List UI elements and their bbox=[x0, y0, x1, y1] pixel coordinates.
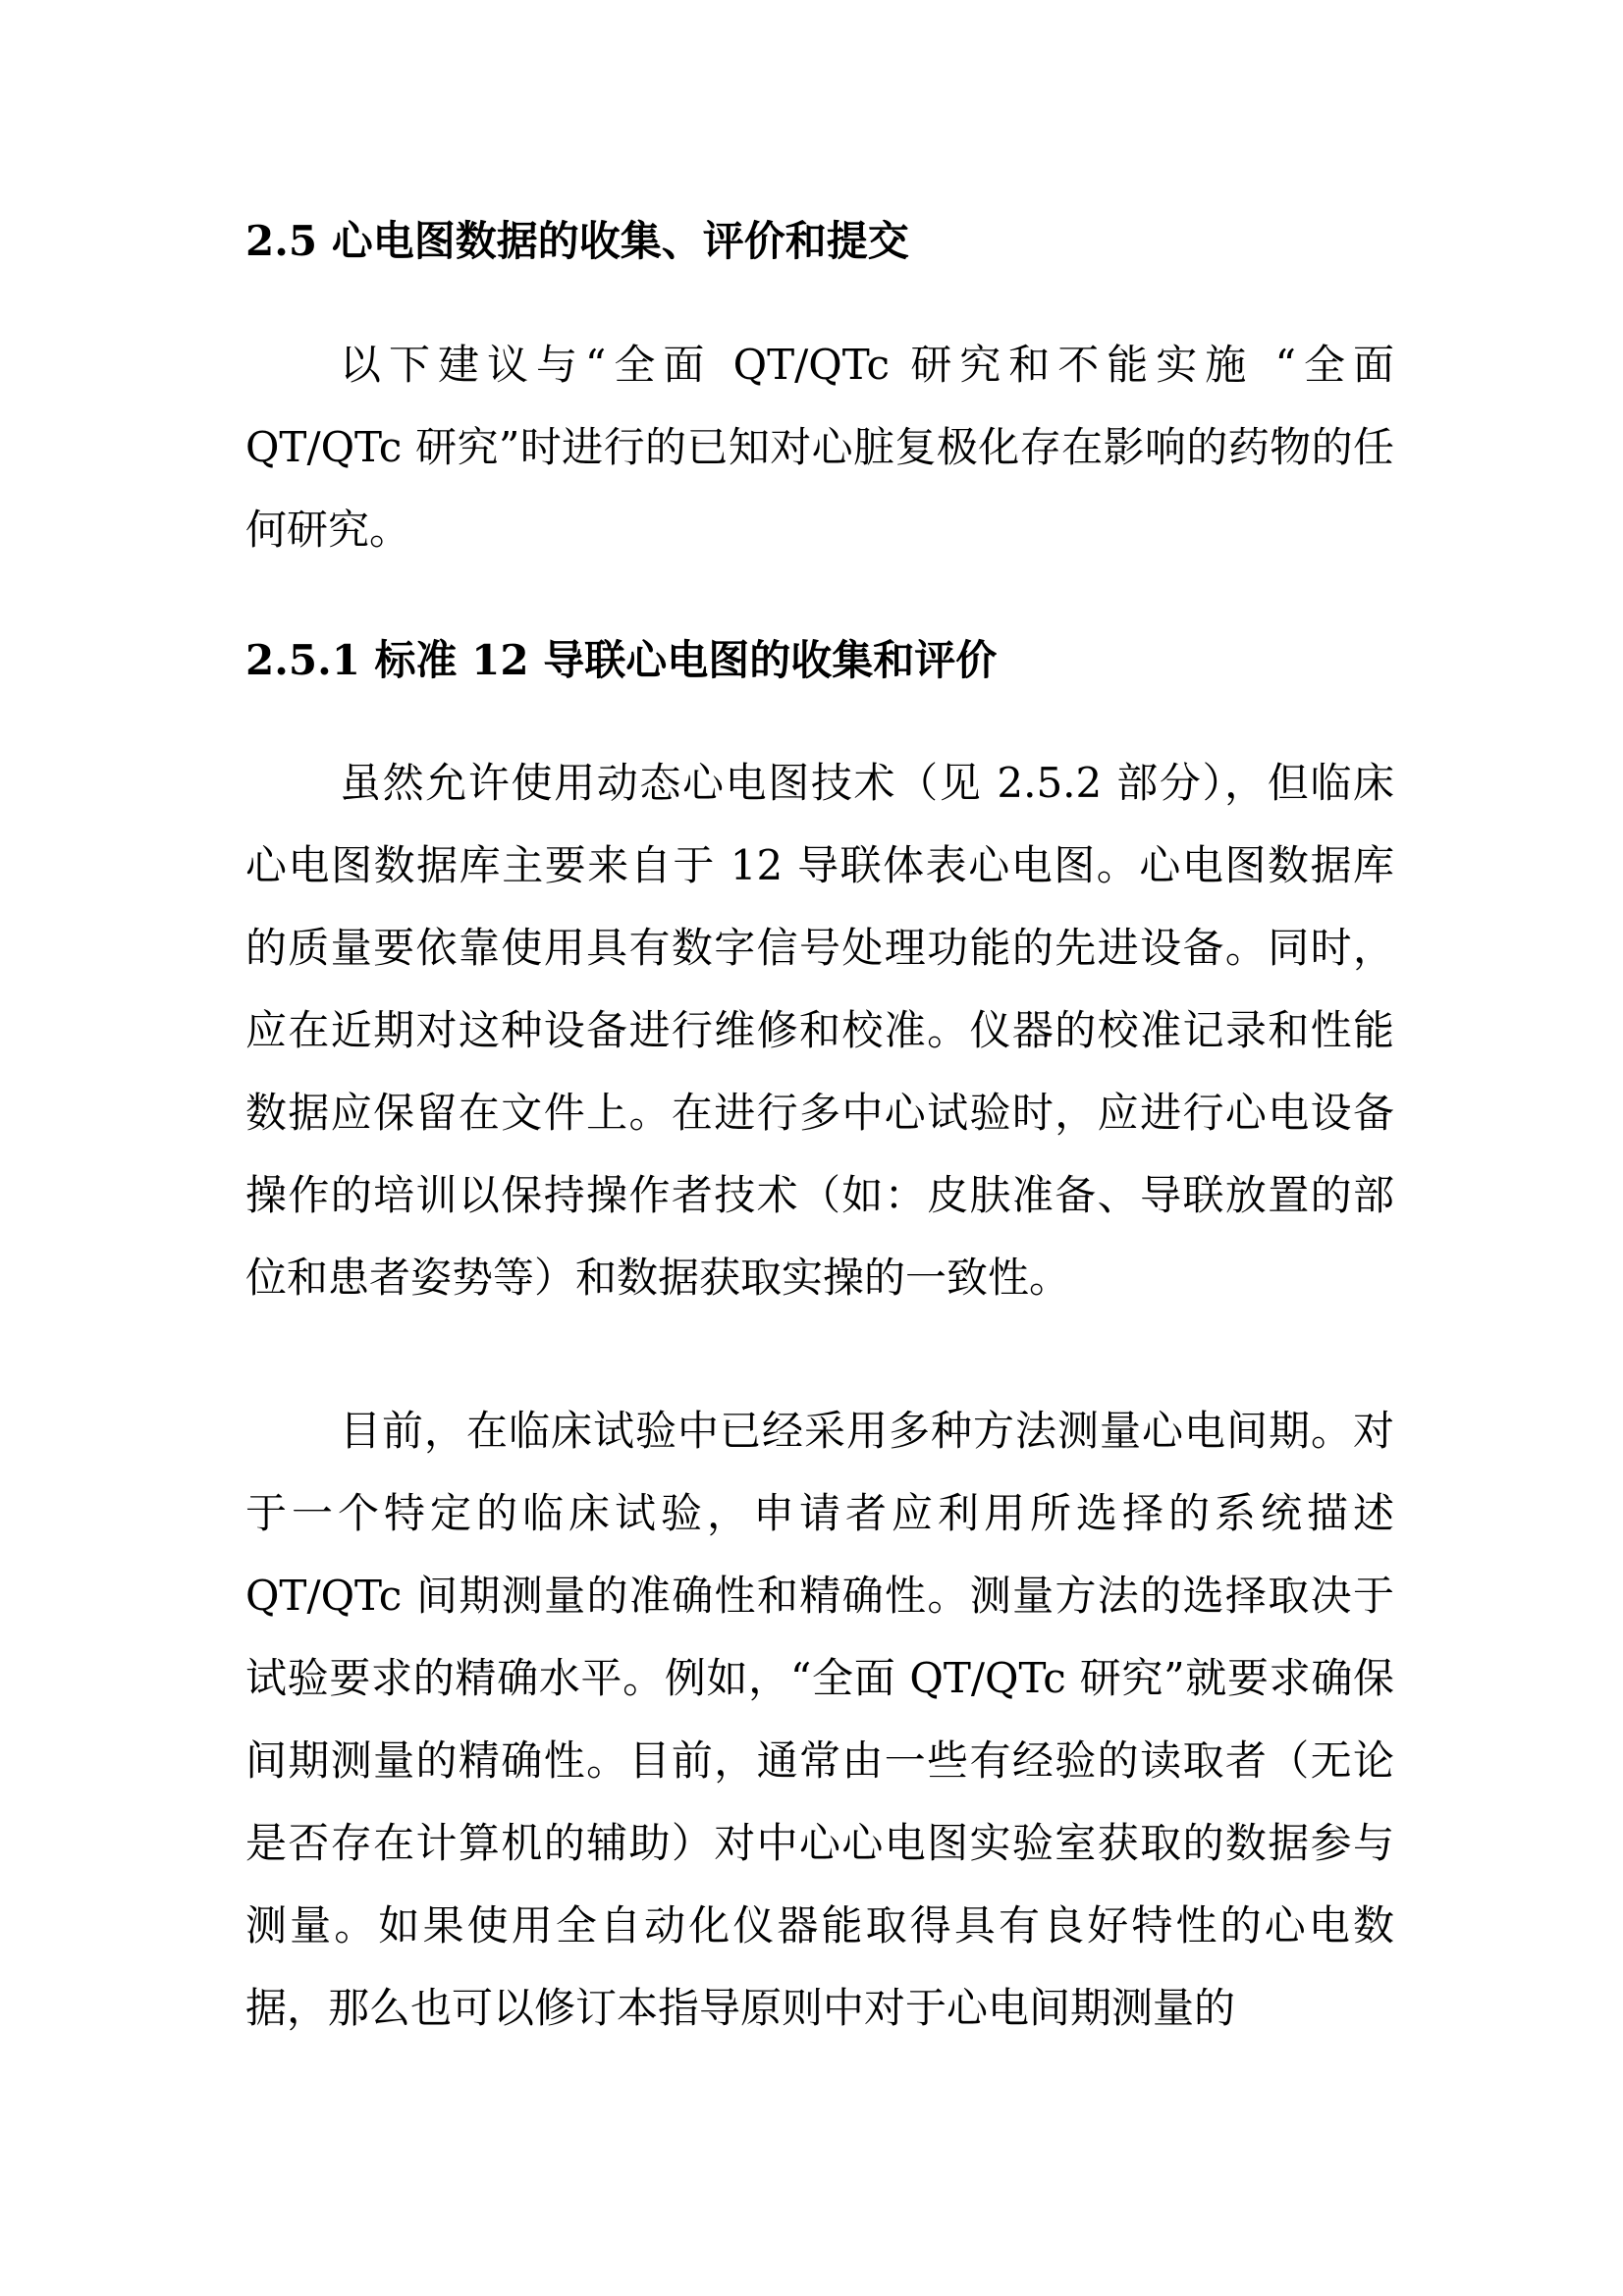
section-heading-2-5-1: 2.5.1 标准 12 导联心电图的收集和评价 bbox=[245, 636, 998, 684]
section-heading-2-5: 2.5 心电图数据的收集、评价和提交 bbox=[245, 217, 909, 265]
paragraph-2-5-intro: 以下建议与“全面 QT/QTc 研究和不能实施 “全面 QT/QTc 研究”时进行的已知对心脏复极化存在影响的药物的任何研究。 bbox=[245, 341, 1394, 554]
paragraph-2-5-1-measurement-methods: 目前，在临床试验中已经采用多种方法测量心电间期。对于一个特定的临床试验，申请者应利用所选择的系统描述 QT/QTc 间期测量的准确性和精确性。测量方法的选择取决于试验要求的精确水平。例如，“全面 QT/QTc 研究”就要求确保间期测量的精确性。目前，通常由一些有经验的读取者（无论是否存在计算机的辅助）对中心心电图实验室获取的数据参与测量。如果使用全自动化仪器能取得具有良好特性的心电数据，那么也可以修订本指导原则中对于心电间期测量的 bbox=[245, 1407, 1394, 2032]
paragraph-2-5-1-ecg-equipment: 虽然允许使用动态心电图技术（见 2.5.2 部分），但临床心电图数据库主要来自于 12 导联体表心电图。心电图数据库的质量要依靠使用具有数字信号处理功能的先进设备。同时，应在近期对这种设备进行维修和校准。仪器的校准记录和性能数据应保留在文件上。在进行多中心试验时，应进行心电设备操作的培训以保持操作者技术（如：皮肤准备、导联放置的部位和患者姿势等）和数据获取实操的一致性。 bbox=[245, 759, 1394, 1302]
